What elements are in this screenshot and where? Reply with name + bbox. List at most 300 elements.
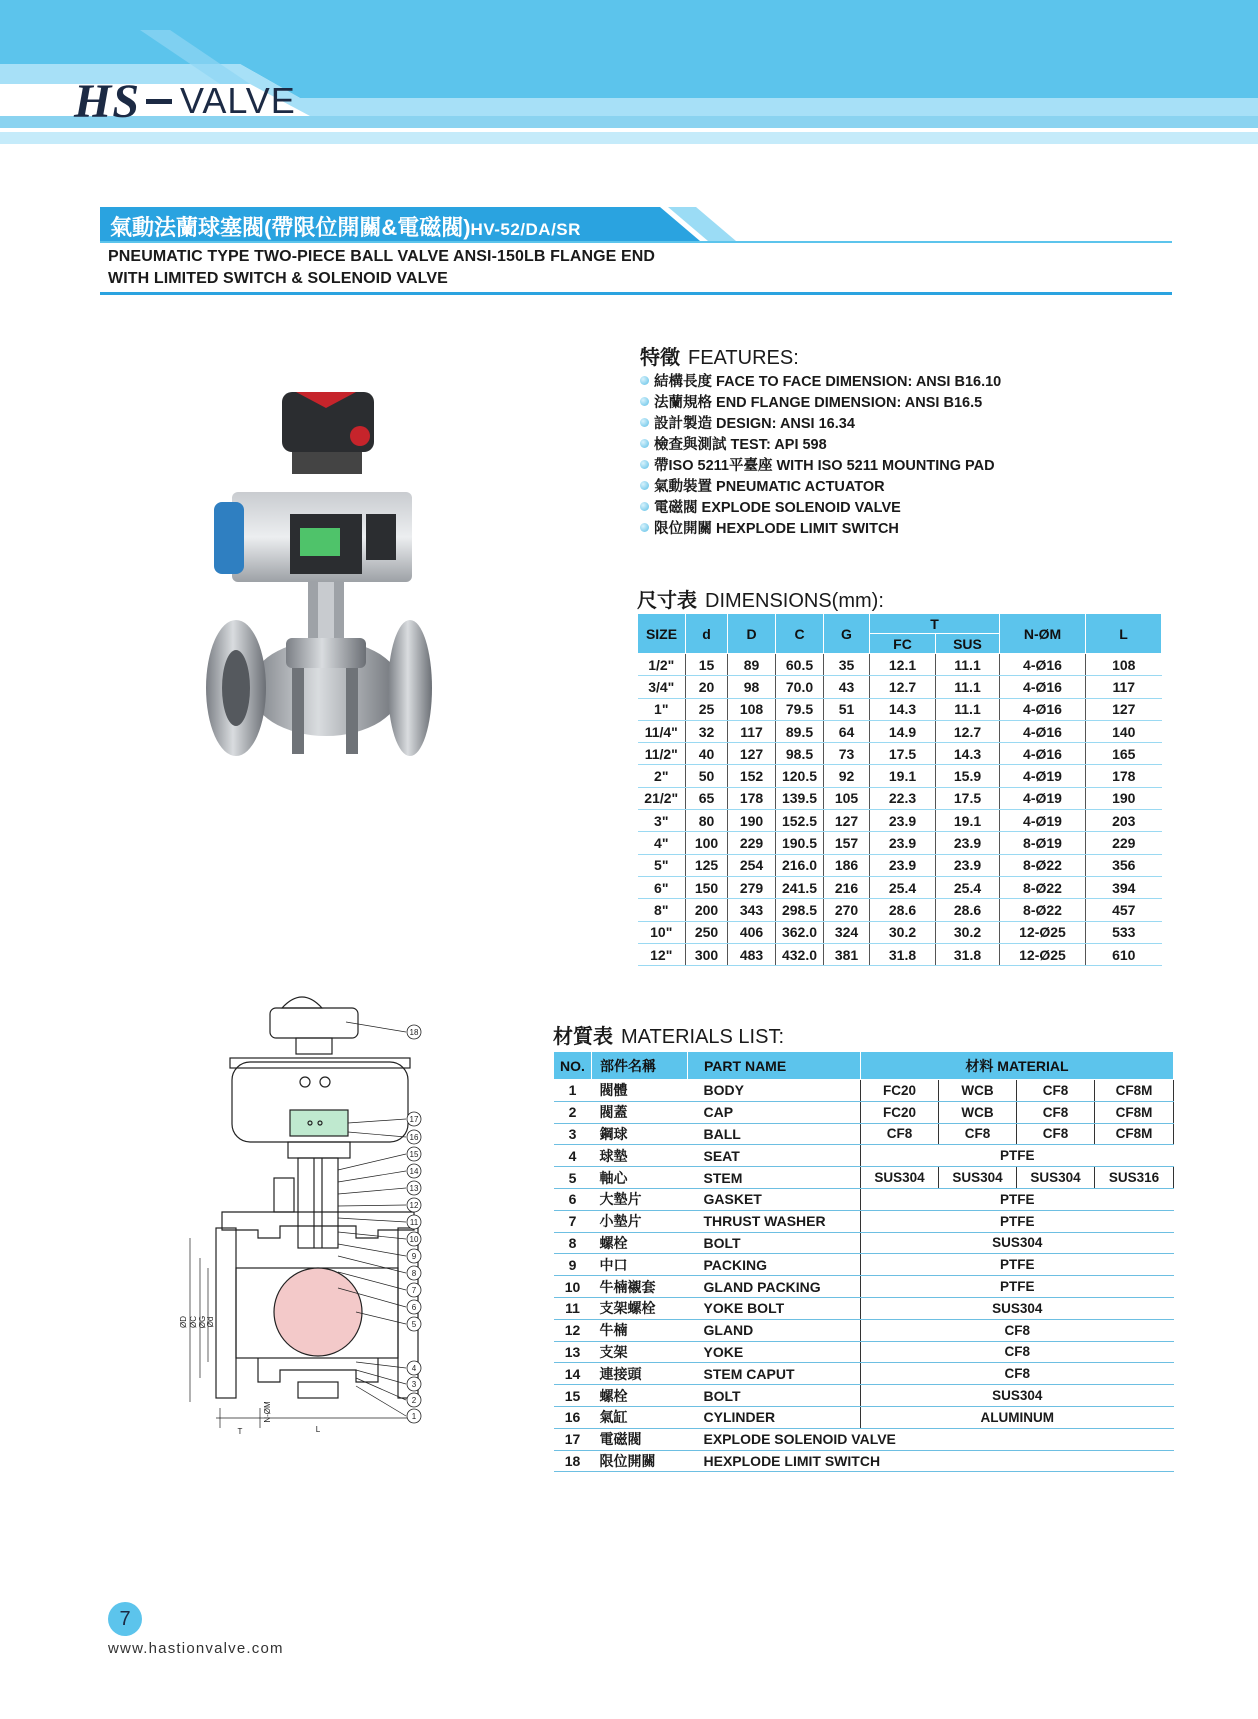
- table-cell: 125: [686, 854, 728, 876]
- table-cell: 79.5: [776, 698, 824, 720]
- material-cell: CF8: [1017, 1080, 1095, 1102]
- table-row: [638, 743, 1162, 765]
- material-cell: CF8: [861, 1319, 1174, 1341]
- material-cell: CF8: [861, 1123, 939, 1145]
- col-header-part-name: PART NAME: [688, 1052, 861, 1080]
- feature-item: [640, 412, 1001, 433]
- table-cell: 11.1: [936, 698, 1000, 720]
- table-cell: 17.5: [870, 743, 936, 765]
- callout-1: 1: [411, 1412, 417, 1421]
- table-cell: 100: [686, 832, 728, 854]
- table-cell: 4-Ø16: [1000, 698, 1086, 720]
- material-cell: CF8: [861, 1341, 1174, 1363]
- material-cell: ALUMINUM: [861, 1406, 1174, 1428]
- part-number: 7: [554, 1210, 592, 1232]
- table-cell: 35: [824, 654, 870, 676]
- bullet-icon: [640, 397, 649, 406]
- col-header-T: T: [870, 614, 1000, 634]
- feature-text: 帶ISO 5211平臺座 WITH ISO 5211 MOUNTING PAD: [654, 458, 995, 474]
- part-name-cn: 中口: [592, 1254, 688, 1276]
- table-row: [554, 1188, 1174, 1210]
- dim-label-C: ØC: [189, 1316, 198, 1328]
- material-cell: SUS304: [861, 1232, 1174, 1254]
- part-name-cn: 支架螺栓: [592, 1297, 688, 1319]
- part-number: 6: [554, 1188, 592, 1210]
- table-cell: 8": [638, 899, 686, 921]
- table-cell: 23.9: [870, 854, 936, 876]
- part-number: 2: [554, 1101, 592, 1123]
- table-cell: 12-Ø25: [1000, 921, 1086, 943]
- table-cell: 152.5: [776, 810, 824, 832]
- part-name-cn: 大墊片: [592, 1188, 688, 1210]
- table-cell: 12.7: [870, 676, 936, 698]
- material-cell: PTFE: [861, 1276, 1174, 1298]
- table-cell: 298.5: [776, 899, 824, 921]
- table-cell: 229: [1086, 832, 1162, 854]
- part-name-cn: 閥蓋: [592, 1101, 688, 1123]
- title-rule-top: [100, 241, 1172, 243]
- part-name-cn: 限位開關: [592, 1450, 688, 1472]
- material-cell: CF8: [861, 1363, 1174, 1385]
- part-number: 16: [554, 1406, 592, 1428]
- table-cell: 200: [686, 899, 728, 921]
- part-name-cn: 小墊片: [592, 1210, 688, 1232]
- table-row: [554, 1276, 1174, 1298]
- table-cell: 11/2": [638, 743, 686, 765]
- callout-15: 15: [409, 1150, 419, 1159]
- callout-2: 2: [411, 1396, 417, 1405]
- dimensions-title-en: DIMENSIONS(mm):: [705, 590, 884, 612]
- table-cell: 6": [638, 876, 686, 898]
- table-cell: 23.9: [936, 854, 1000, 876]
- table-cell: 1": [638, 698, 686, 720]
- callout-5: 5: [411, 1320, 417, 1329]
- part-name: CAP: [688, 1101, 861, 1123]
- col-header-G: G: [824, 614, 870, 654]
- material-cell: PTFE: [861, 1210, 1174, 1232]
- table-cell: 190: [728, 810, 776, 832]
- product-title-cn: [110, 211, 581, 242]
- page-number: 7: [119, 1607, 131, 1630]
- table-cell: 15: [686, 654, 728, 676]
- part-number: 17: [554, 1428, 592, 1450]
- table-cell: 203: [1086, 810, 1162, 832]
- feature-item: [640, 391, 1001, 412]
- table-row: [638, 921, 1162, 943]
- material-cell: SUS304: [939, 1167, 1017, 1189]
- table-cell: 23.9: [936, 832, 1000, 854]
- table-cell: 216.0: [776, 854, 824, 876]
- table-cell: 127: [1086, 698, 1162, 720]
- bullet-icon: [640, 376, 649, 385]
- table-cell: 89.5: [776, 720, 824, 742]
- table-row: [638, 899, 1162, 921]
- table-cell: 20: [686, 676, 728, 698]
- bullet-icon: [640, 460, 649, 469]
- table-row: [554, 1428, 1174, 1450]
- material-cell: CF8M: [1095, 1101, 1174, 1123]
- table-cell: 22.3: [870, 787, 936, 809]
- part-name: YOKE: [688, 1341, 861, 1363]
- dim-label-nm: N-ØM: [263, 1401, 272, 1423]
- table-row: [554, 1363, 1174, 1385]
- dim-label-D: ØD: [179, 1316, 188, 1328]
- part-name: PACKING: [688, 1254, 861, 1276]
- feature-item: [640, 454, 1001, 475]
- materials-table: [553, 1051, 1174, 1472]
- table-cell: 216: [824, 876, 870, 898]
- product-title-en-line2: WITH LIMITED SWITCH & SOLENOID VALVE: [108, 270, 448, 287]
- feature-text: 電磁閥 EXPLODE SOLENOID VALVE: [654, 500, 901, 516]
- table-cell: 157: [824, 832, 870, 854]
- table-cell: 105: [824, 787, 870, 809]
- table-cell: 12-Ø25: [1000, 943, 1086, 965]
- technical-drawing: [170, 982, 466, 1452]
- table-cell: 30.2: [870, 921, 936, 943]
- feature-item: [640, 517, 1001, 538]
- banner-graphic: [0, 0, 1258, 150]
- table-row: [554, 1385, 1174, 1407]
- part-number: 3: [554, 1123, 592, 1145]
- table-row: [554, 1101, 1174, 1123]
- part-name: BODY: [688, 1080, 861, 1102]
- logo-valve-text: VALVE: [180, 80, 296, 121]
- col-header-C: C: [776, 614, 824, 654]
- dim-label-L: L: [315, 1425, 321, 1434]
- material-cell: CF8: [1017, 1123, 1095, 1145]
- table-cell: 279: [728, 876, 776, 898]
- table-row: [554, 1319, 1174, 1341]
- part-number: 15: [554, 1385, 592, 1407]
- table-cell: 11.1: [936, 676, 1000, 698]
- table-row: [554, 1297, 1174, 1319]
- table-row: [638, 854, 1162, 876]
- table-cell: 65: [686, 787, 728, 809]
- callout-9: 9: [411, 1252, 417, 1261]
- part-name: STEM: [688, 1167, 861, 1189]
- material-cell: SUS304: [861, 1297, 1174, 1319]
- bullet-icon: [640, 523, 649, 532]
- table-row: [638, 787, 1162, 809]
- features-title: [640, 341, 799, 370]
- callout-10: 10: [409, 1235, 419, 1244]
- material-cell: PTFE: [861, 1188, 1174, 1210]
- table-cell: 254: [728, 854, 776, 876]
- table-cell: 40: [686, 743, 728, 765]
- table-cell: 241.5: [776, 876, 824, 898]
- table-cell: 3": [638, 810, 686, 832]
- table-row: [638, 832, 1162, 854]
- feature-item: [640, 433, 1001, 454]
- table-cell: 394: [1086, 876, 1162, 898]
- part-name: GASKET: [688, 1188, 861, 1210]
- table-cell: 89: [728, 654, 776, 676]
- materials-title-cn: 材質表: [553, 1026, 613, 1048]
- dimensions-table: [637, 613, 1162, 966]
- table-cell: 60.5: [776, 654, 824, 676]
- product-model: HV-52/DA/SR: [470, 220, 581, 239]
- logo-dash: [146, 99, 172, 104]
- callout-11: 11: [409, 1218, 419, 1227]
- table-cell: 483: [728, 943, 776, 965]
- col-header-fc: FC: [870, 634, 936, 654]
- table-row: [638, 943, 1162, 965]
- callout-16: 16: [409, 1133, 419, 1142]
- table-cell: 190: [1086, 787, 1162, 809]
- material-cell: SUS304: [861, 1385, 1174, 1407]
- part-name-cn: 支架: [592, 1341, 688, 1363]
- callout-18: 18: [409, 1028, 419, 1037]
- callout-6: 6: [411, 1303, 417, 1312]
- header-banner: [0, 0, 1258, 150]
- table-cell: 98: [728, 676, 776, 698]
- table-cell: 300: [686, 943, 728, 965]
- brand-logo: [74, 76, 296, 126]
- features-title-cn: 特徵: [640, 347, 680, 369]
- table-cell: 127: [728, 743, 776, 765]
- part-name: BOLT: [688, 1385, 861, 1407]
- table-cell: 92: [824, 765, 870, 787]
- table-cell: 4": [638, 832, 686, 854]
- table-cell: 343: [728, 899, 776, 921]
- table-cell: 610: [1086, 943, 1162, 965]
- feature-text: 限位開關 HEXPLODE LIMIT SWITCH: [654, 521, 899, 537]
- part-number: 10: [554, 1276, 592, 1298]
- feature-text: 氣動裝置 PNEUMATIC ACTUATOR: [654, 479, 885, 495]
- page-number-badge: [108, 1602, 142, 1636]
- feature-text: 檢查與測試 TEST: API 598: [654, 437, 827, 453]
- part-name-cn: 螺栓: [592, 1232, 688, 1254]
- website-url: www.hastionvalve.com: [108, 1640, 284, 1657]
- table-cell: 178: [1086, 765, 1162, 787]
- material-cell: CF8: [1017, 1101, 1095, 1123]
- dim-label-G: ØG: [198, 1315, 207, 1329]
- material-cell: WCB: [939, 1080, 1017, 1102]
- table-cell: 4-Ø16: [1000, 743, 1086, 765]
- part-number: 18: [554, 1450, 592, 1472]
- table-cell: 14.3: [936, 743, 1000, 765]
- part-number: 8: [554, 1232, 592, 1254]
- feature-item: [640, 370, 1001, 391]
- table-row: [638, 765, 1162, 787]
- table-cell: 457: [1086, 899, 1162, 921]
- table-cell: 50: [686, 765, 728, 787]
- features-list: [640, 370, 1001, 538]
- bullet-icon: [640, 481, 649, 490]
- material-cell: SUS316: [1095, 1167, 1174, 1189]
- materials-title-en: MATERIALS LIST:: [621, 1026, 785, 1048]
- table-cell: 4-Ø16: [1000, 654, 1086, 676]
- table-cell: 19.1: [870, 765, 936, 787]
- dimensions-title-cn: 尺寸表: [637, 590, 697, 612]
- part-number: 5: [554, 1167, 592, 1189]
- table-row: [554, 1232, 1174, 1254]
- part-name-cn: 閥體: [592, 1080, 688, 1102]
- callout-4: 4: [411, 1364, 417, 1373]
- material-cell: CF8M: [1095, 1123, 1174, 1145]
- table-cell: 25.4: [936, 876, 1000, 898]
- table-cell: 117: [728, 720, 776, 742]
- valve-photo-icon: [196, 388, 432, 816]
- feature-text: 設計製造 DESIGN: ANSI 16.34: [654, 416, 855, 432]
- table-row: [554, 1210, 1174, 1232]
- col-header-sus: SUS: [936, 634, 1000, 654]
- table-cell: 30.2: [936, 921, 1000, 943]
- part-name-cn: 電磁閥: [592, 1428, 688, 1450]
- table-cell: 17.5: [936, 787, 1000, 809]
- material-cell: SUS304: [861, 1167, 939, 1189]
- table-cell: 4-Ø19: [1000, 810, 1086, 832]
- part-name: STEM CAPUT: [688, 1363, 861, 1385]
- table-cell: 12": [638, 943, 686, 965]
- part-number: 9: [554, 1254, 592, 1276]
- table-cell: 10": [638, 921, 686, 943]
- product-title-cn-text: 氣動法蘭球塞閥(帶限位開關&電磁閥): [110, 215, 471, 240]
- table-row: [638, 810, 1162, 832]
- table-cell: 165: [1086, 743, 1162, 765]
- material-cell: CF8: [939, 1123, 1017, 1145]
- part-name: CYLINDER: [688, 1406, 861, 1428]
- feature-text: 結構長度 FACE TO FACE DIMENSION: ANSI B16.10: [654, 374, 1002, 390]
- dim-label-d: Ød: [206, 1316, 215, 1328]
- bullet-icon: [640, 418, 649, 427]
- part-name: HEXPLODE LIMIT SWITCH: [688, 1450, 861, 1472]
- table-row: [638, 698, 1162, 720]
- table-cell: 28.6: [870, 899, 936, 921]
- callout-8: 8: [411, 1269, 417, 1278]
- dimensions-table-body: [638, 654, 1162, 966]
- table-cell: 15.9: [936, 765, 1000, 787]
- table-cell: 32: [686, 720, 728, 742]
- valve-drawing-icon: [170, 982, 466, 1452]
- table-row: [638, 676, 1162, 698]
- table-cell: 4-Ø19: [1000, 765, 1086, 787]
- table-cell: 73: [824, 743, 870, 765]
- col-header-L: L: [1086, 614, 1162, 654]
- feature-text: 法蘭規格 END FLANGE DIMENSION: ANSI B16.5: [654, 395, 983, 411]
- table-cell: 150: [686, 876, 728, 898]
- table-cell: 186: [824, 854, 870, 876]
- table-cell: 127: [824, 810, 870, 832]
- table-cell: 14.3: [870, 698, 936, 720]
- col-header-d: d: [686, 614, 728, 654]
- table-cell: 117: [1086, 676, 1162, 698]
- bullet-icon: [640, 439, 649, 448]
- part-name-cn: 球墊: [592, 1145, 688, 1167]
- table-cell: 28.6: [936, 899, 1000, 921]
- table-cell: 98.5: [776, 743, 824, 765]
- logo-hs-text: HS: [74, 74, 141, 128]
- table-cell: 152: [728, 765, 776, 787]
- material-cell: SUS304: [1017, 1167, 1095, 1189]
- table-cell: 139.5: [776, 787, 824, 809]
- part-name: GLAND: [688, 1319, 861, 1341]
- col-header-part-cn: 部件名稱: [592, 1052, 688, 1080]
- part-number: 12: [554, 1319, 592, 1341]
- col-header-D: D: [728, 614, 776, 654]
- callout-14: 14: [409, 1167, 419, 1176]
- table-cell: 324: [824, 921, 870, 943]
- col-header-size: SIZE: [638, 614, 686, 654]
- table-cell: 120.5: [776, 765, 824, 787]
- table-cell: 406: [728, 921, 776, 943]
- materials-table-body: [554, 1080, 1174, 1472]
- col-header-nm: N-ØM: [1000, 614, 1086, 654]
- table-row: [554, 1123, 1174, 1145]
- table-cell: 80: [686, 810, 728, 832]
- table-cell: 23.9: [870, 832, 936, 854]
- table-cell: 12.1: [870, 654, 936, 676]
- table-cell: 12.7: [936, 720, 1000, 742]
- table-cell: 229: [728, 832, 776, 854]
- callout-12: 12: [409, 1201, 419, 1210]
- table-cell: 362.0: [776, 921, 824, 943]
- part-name-cn: 軸心: [592, 1167, 688, 1189]
- table-cell: 2": [638, 765, 686, 787]
- callout-7: 7: [411, 1286, 417, 1295]
- materials-title: [553, 1020, 784, 1049]
- part-number: 11: [554, 1297, 592, 1319]
- part-name: BALL: [688, 1123, 861, 1145]
- table-cell: 432.0: [776, 943, 824, 965]
- part-name-cn: 牛楠: [592, 1319, 688, 1341]
- table-row: [638, 876, 1162, 898]
- material-cell: FC20: [861, 1080, 939, 1102]
- table-cell: 14.9: [870, 720, 936, 742]
- table-cell: 8-Ø22: [1000, 876, 1086, 898]
- table-cell: 4-Ø19: [1000, 787, 1086, 809]
- table-row: [554, 1406, 1174, 1428]
- feature-item: [640, 496, 1001, 517]
- table-cell: 8-Ø22: [1000, 854, 1086, 876]
- table-cell: 108: [728, 698, 776, 720]
- part-name: BOLT: [688, 1232, 861, 1254]
- table-cell: 108: [1086, 654, 1162, 676]
- dimensions-title: [637, 584, 884, 613]
- part-name: YOKE BOLT: [688, 1297, 861, 1319]
- table-cell: 51: [824, 698, 870, 720]
- callout-17: 17: [409, 1115, 419, 1124]
- part-name: GLAND PACKING: [688, 1276, 861, 1298]
- table-cell: 8-Ø22: [1000, 899, 1086, 921]
- table-row: [638, 720, 1162, 742]
- feature-item: [640, 475, 1001, 496]
- part-name-cn: 鋼球: [592, 1123, 688, 1145]
- table-cell: 11.1: [936, 654, 1000, 676]
- table-cell: 31.8: [870, 943, 936, 965]
- table-cell: 25: [686, 698, 728, 720]
- material-cell: WCB: [939, 1101, 1017, 1123]
- table-cell: 11/4": [638, 720, 686, 742]
- part-name: THRUST WASHER: [688, 1210, 861, 1232]
- table-row: [554, 1450, 1174, 1472]
- callout-3: 3: [411, 1380, 417, 1389]
- material-cell: CF8M: [1095, 1080, 1174, 1102]
- material-cell: PTFE: [861, 1254, 1174, 1276]
- table-cell: 31.8: [936, 943, 1000, 965]
- table-cell: 64: [824, 720, 870, 742]
- col-header-no: NO.: [554, 1052, 592, 1080]
- table-cell: 25.4: [870, 876, 936, 898]
- table-row: [554, 1254, 1174, 1276]
- table-cell: 23.9: [870, 810, 936, 832]
- part-number: 4: [554, 1145, 592, 1167]
- table-cell: 4-Ø16: [1000, 676, 1086, 698]
- table-cell: 70.0: [776, 676, 824, 698]
- features-title-en: FEATURES:: [688, 347, 799, 369]
- table-cell: 5": [638, 854, 686, 876]
- table-cell: 178: [728, 787, 776, 809]
